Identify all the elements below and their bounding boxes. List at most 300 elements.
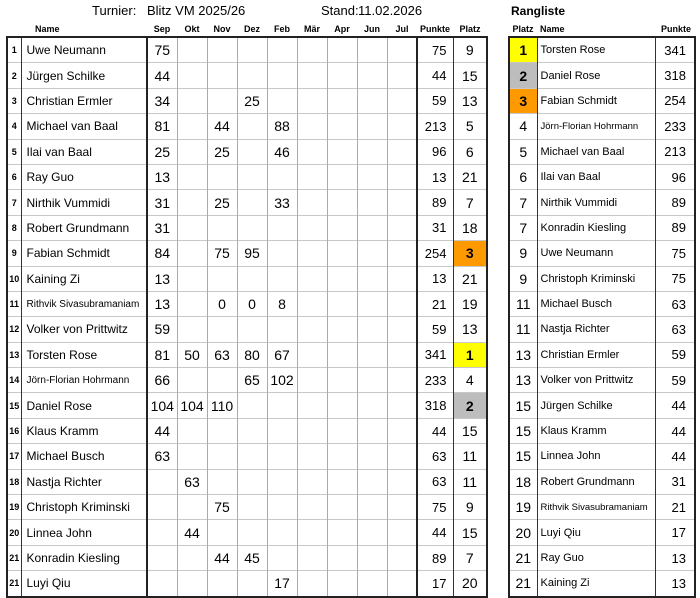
month-score (387, 571, 417, 597)
month-score (297, 444, 327, 469)
rangliste-row (509, 37, 695, 63)
month-score (267, 241, 297, 266)
month-score (297, 317, 327, 342)
stand-date: 11.02.2026 (358, 3, 423, 18)
month-header: Feb (273, 24, 290, 34)
month-score (267, 63, 297, 88)
punkte-value: 17 (417, 571, 453, 597)
row-index: 21 (7, 545, 21, 570)
month-score (207, 368, 237, 393)
month-score: 84 (147, 241, 177, 266)
rangliste-punkte: 75 (655, 266, 695, 291)
month-score (327, 368, 357, 393)
month-score (357, 291, 387, 316)
platz-value: 15 (453, 418, 487, 443)
rangliste-punkte: 44 (655, 393, 695, 418)
player-name: Nastja Richter (21, 469, 147, 494)
punkte-value: 75 (417, 37, 453, 63)
month-score (357, 266, 387, 291)
month-score: 34 (147, 88, 177, 113)
platz-value: 1 (453, 342, 487, 367)
month-score (297, 37, 327, 63)
month-score: 75 (147, 37, 177, 63)
table-row (7, 418, 487, 443)
rangliste-punkte: 318 (655, 63, 695, 88)
row-index: 20 (7, 520, 21, 545)
month-score (357, 63, 387, 88)
rangliste-row (509, 368, 695, 393)
player-name: Kaining Zi (21, 266, 147, 291)
rangliste-punkte: 44 (655, 444, 695, 469)
row-index: 9 (7, 241, 21, 266)
rangliste-row (509, 63, 695, 88)
month-score (177, 444, 207, 469)
rangliste-platz: 3 (509, 88, 537, 113)
row-index: 8 (7, 215, 21, 240)
rangliste-punkte-header: Punkte (660, 24, 691, 34)
row-index: 5 (7, 139, 21, 164)
rangliste-row (509, 291, 695, 316)
month-score (297, 418, 327, 443)
rangliste-row (509, 444, 695, 469)
rangliste-name: Robert Grundmann (537, 469, 655, 494)
month-score (297, 545, 327, 570)
platz-value: 9 (453, 37, 487, 63)
table-row (7, 37, 487, 63)
player-name: Volker von Prittwitz (21, 317, 147, 342)
month-score (327, 164, 357, 189)
month-score (237, 266, 267, 291)
month-score: 33 (267, 190, 297, 215)
rangliste-row (509, 88, 695, 113)
month-score: 0 (237, 291, 267, 316)
rangliste-platz: 5 (509, 139, 537, 164)
player-name: Nirthik Vummidi (21, 190, 147, 215)
month-score (267, 88, 297, 113)
platz-value: 13 (453, 317, 487, 342)
rangliste-name: Luyi Qiu (537, 520, 655, 545)
month-score (207, 63, 237, 88)
month-score (207, 88, 237, 113)
row-index: 17 (7, 444, 21, 469)
month-score (297, 114, 327, 139)
rangliste-row (509, 139, 695, 164)
month-score (387, 139, 417, 164)
month-score: 66 (147, 368, 177, 393)
month-score (387, 63, 417, 88)
month-score (177, 241, 207, 266)
month-score: 59 (147, 317, 177, 342)
platz-value: 7 (453, 190, 487, 215)
rangliste-row (509, 342, 695, 367)
rangliste-title: Rangliste (511, 4, 566, 18)
rangliste-punkte: 89 (655, 215, 695, 240)
row-index: 19 (7, 495, 21, 520)
player-name: Uwe Neumann (21, 37, 147, 63)
month-score: 63 (207, 342, 237, 367)
month-score (237, 139, 267, 164)
month-score (267, 469, 297, 494)
rangliste-name: Linnea John (537, 444, 655, 469)
month-score (177, 215, 207, 240)
month-score (237, 469, 267, 494)
punkte-value: 63 (417, 469, 453, 494)
month-score (177, 495, 207, 520)
row-index: 14 (7, 368, 21, 393)
punkte-value: 63 (417, 444, 453, 469)
month-score (297, 215, 327, 240)
table-row (7, 317, 487, 342)
rangliste-platz: 18 (509, 469, 537, 494)
month-score (387, 520, 417, 545)
row-index: 10 (7, 266, 21, 291)
row-index: 13 (7, 342, 21, 367)
month-score (327, 571, 357, 597)
month-score: 81 (147, 114, 177, 139)
row-index: 6 (7, 164, 21, 189)
rangliste-platz: 15 (509, 418, 537, 443)
platz-header: Platz (459, 24, 481, 34)
row-index: 15 (7, 393, 21, 418)
player-name: Daniel Rose (21, 393, 147, 418)
month-score (297, 571, 327, 597)
rangliste-row (509, 571, 695, 597)
month-score (327, 215, 357, 240)
month-score (207, 571, 237, 597)
month-score: 75 (207, 241, 237, 266)
month-score (387, 241, 417, 266)
month-score (207, 444, 237, 469)
rangliste-punkte: 63 (655, 317, 695, 342)
month-score (387, 88, 417, 113)
month-score: 80 (237, 342, 267, 367)
month-score (177, 291, 207, 316)
punkte-value: 233 (417, 368, 453, 393)
month-score (267, 444, 297, 469)
month-score (297, 164, 327, 189)
month-score (177, 114, 207, 139)
punkte-header: Punkte (419, 24, 450, 34)
player-name: Jörn-Florian Hohrmann (21, 368, 147, 393)
month-score: 25 (147, 139, 177, 164)
rangliste-name: Jürgen Schilke (537, 393, 655, 418)
rangliste-name: Klaus Kramm (537, 418, 655, 443)
month-score (327, 520, 357, 545)
punkte-value: 89 (417, 190, 453, 215)
month-score: 50 (177, 342, 207, 367)
rangliste-punkte: 75 (655, 241, 695, 266)
rangliste-table (508, 22, 696, 598)
month-header: Jul (395, 24, 409, 34)
month-score (327, 88, 357, 113)
month-score: 63 (177, 469, 207, 494)
platz-value: 4 (453, 368, 487, 393)
month-score: 44 (147, 63, 177, 88)
month-score: 67 (267, 342, 297, 367)
rangliste-platz: 21 (509, 545, 537, 570)
month-score (297, 190, 327, 215)
month-header: Jun (363, 24, 380, 34)
rangliste-punkte: 44 (655, 418, 695, 443)
month-score (297, 139, 327, 164)
table-row (7, 88, 487, 113)
month-score (237, 520, 267, 545)
month-score (327, 139, 357, 164)
punkte-value: 59 (417, 317, 453, 342)
month-score (327, 495, 357, 520)
punkte-value: 89 (417, 545, 453, 570)
table-row (7, 63, 487, 88)
month-score: 81 (147, 342, 177, 367)
month-score (357, 37, 387, 63)
month-score (327, 37, 357, 63)
month-score (357, 368, 387, 393)
month-score: 13 (147, 266, 177, 291)
rangliste-punkte: 17 (655, 520, 695, 545)
month-score (327, 291, 357, 316)
month-score (387, 495, 417, 520)
scores-table (6, 22, 488, 598)
month-score (177, 190, 207, 215)
month-score (327, 444, 357, 469)
month-score (297, 469, 327, 494)
month-score (387, 215, 417, 240)
row-index: 12 (7, 317, 21, 342)
table-row (7, 545, 487, 570)
month-score (297, 495, 327, 520)
month-score (387, 368, 417, 393)
month-header: Sep (153, 24, 171, 34)
index-header (7, 22, 21, 37)
rangliste-row (509, 317, 695, 342)
rangliste-platz: 7 (509, 215, 537, 240)
punkte-value: 75 (417, 495, 453, 520)
month-score (297, 63, 327, 88)
month-score (177, 545, 207, 570)
platz-value: 19 (453, 291, 487, 316)
rangliste-platz: 15 (509, 393, 537, 418)
rangliste-platz: 1 (509, 37, 537, 63)
month-score (357, 139, 387, 164)
platz-value: 3 (453, 241, 487, 266)
month-score (147, 520, 177, 545)
month-score: 75 (207, 495, 237, 520)
month-score (177, 63, 207, 88)
rangliste-row (509, 215, 695, 240)
month-score (357, 393, 387, 418)
rangliste-name-header: Name (540, 24, 565, 34)
month-score: 13 (147, 164, 177, 189)
month-score: 25 (207, 190, 237, 215)
month-header: Apr (334, 24, 350, 34)
platz-value: 2 (453, 393, 487, 418)
month-score (327, 418, 357, 443)
table-row (7, 164, 487, 189)
month-score (357, 215, 387, 240)
month-score: 44 (207, 545, 237, 570)
month-score: 104 (147, 393, 177, 418)
rangliste-punkte: 89 (655, 190, 695, 215)
rangliste-row (509, 495, 695, 520)
player-name: Konradin Kiesling (21, 545, 147, 570)
month-score (237, 37, 267, 63)
rangliste-row (509, 190, 695, 215)
month-score (387, 266, 417, 291)
month-score (387, 469, 417, 494)
rangliste-row (509, 545, 695, 570)
rangliste-name: Nirthik Vummidi (537, 190, 655, 215)
punkte-value: 318 (417, 393, 453, 418)
month-score (327, 63, 357, 88)
month-score (327, 114, 357, 139)
month-score: 104 (177, 393, 207, 418)
month-score: 31 (147, 215, 177, 240)
month-score (387, 418, 417, 443)
punkte-value: 341 (417, 342, 453, 367)
rangliste-platz-header: Platz (512, 24, 534, 34)
month-score (177, 418, 207, 443)
rangliste-row (509, 469, 695, 494)
rangliste-platz: 9 (509, 241, 537, 266)
table-row (7, 139, 487, 164)
month-score (177, 37, 207, 63)
month-score (237, 63, 267, 88)
punkte-value: 31 (417, 215, 453, 240)
rangliste-punkte: 13 (655, 571, 695, 597)
month-score (297, 520, 327, 545)
rangliste-punkte: 63 (655, 291, 695, 316)
rangliste-name: Michael van Baal (537, 139, 655, 164)
punkte-value: 44 (417, 418, 453, 443)
month-score (327, 545, 357, 570)
month-header: Dez (243, 24, 260, 34)
month-score (387, 342, 417, 367)
month-score (207, 266, 237, 291)
month-score (267, 545, 297, 570)
month-score: 0 (207, 291, 237, 316)
month-score (177, 266, 207, 291)
table-row (7, 342, 487, 367)
month-score (357, 444, 387, 469)
month-score (387, 317, 417, 342)
punkte-value: 96 (417, 139, 453, 164)
month-score (207, 164, 237, 189)
platz-value: 15 (453, 520, 487, 545)
rangliste-name: Kaining Zi (537, 571, 655, 597)
month-score (207, 418, 237, 443)
row-index: 1 (7, 37, 21, 63)
rangliste-platz: 9 (509, 266, 537, 291)
month-score: 46 (267, 139, 297, 164)
rangliste-punkte: 213 (655, 139, 695, 164)
table-row (7, 393, 487, 418)
rangliste-platz: 11 (509, 291, 537, 316)
month-score (177, 139, 207, 164)
rangliste-row (509, 393, 695, 418)
rangliste-name: Christoph Kriminski (537, 266, 655, 291)
rangliste-name: Torsten Rose (537, 37, 655, 63)
platz-value: 13 (453, 88, 487, 113)
month-score (357, 571, 387, 597)
name-header: Name (35, 24, 60, 34)
rangliste-punkte: 341 (655, 37, 695, 63)
scores-header-row (7, 22, 487, 37)
table-row (7, 291, 487, 316)
month-score (147, 495, 177, 520)
month-score: 95 (237, 241, 267, 266)
punkte-value: 254 (417, 241, 453, 266)
rangliste-platz: 6 (509, 164, 537, 189)
month-score (357, 317, 387, 342)
month-score (267, 317, 297, 342)
rangliste-platz: 15 (509, 444, 537, 469)
table-row (7, 520, 487, 545)
month-score (237, 114, 267, 139)
rangliste-name: Ray Guo (537, 545, 655, 570)
month-score (297, 368, 327, 393)
punkte-value: 13 (417, 266, 453, 291)
turnier-label: Turnier: (92, 3, 137, 18)
month-score (267, 418, 297, 443)
rangliste-name: Nastja Richter (537, 317, 655, 342)
rangliste-row (509, 520, 695, 545)
player-name: Luyi Qiu (21, 571, 147, 597)
month-score: 110 (207, 393, 237, 418)
month-score (207, 317, 237, 342)
player-name: Klaus Kramm (21, 418, 147, 443)
rangliste-punkte: 21 (655, 495, 695, 520)
player-name: Torsten Rose (21, 342, 147, 367)
month-score (327, 241, 357, 266)
month-score (387, 291, 417, 316)
platz-value: 21 (453, 164, 487, 189)
punkte-value: 13 (417, 164, 453, 189)
player-name: Jürgen Schilke (21, 63, 147, 88)
month-score (177, 368, 207, 393)
row-index: 3 (7, 88, 21, 113)
row-index: 18 (7, 469, 21, 494)
rangliste-platz: 4 (509, 114, 537, 139)
month-score (297, 241, 327, 266)
month-score (357, 114, 387, 139)
month-score (237, 164, 267, 189)
player-name: Rithvik Sivasubramaniam (21, 291, 147, 316)
month-header: Okt (184, 24, 200, 34)
rangliste-punkte: 254 (655, 88, 695, 113)
player-name: Linnea John (21, 520, 147, 545)
player-name: Michael van Baal (21, 114, 147, 139)
month-header: Nov (213, 24, 231, 34)
month-score (177, 317, 207, 342)
rangliste-platz: 11 (509, 317, 537, 342)
table-row (7, 215, 487, 240)
month-score (327, 393, 357, 418)
month-score (297, 88, 327, 113)
month-score (267, 37, 297, 63)
month-score (357, 190, 387, 215)
rangliste-row (509, 114, 695, 139)
month-score (387, 164, 417, 189)
punkte-value: 44 (417, 520, 453, 545)
month-score (327, 342, 357, 367)
punkte-value: 44 (417, 63, 453, 88)
row-index: 11 (7, 291, 21, 316)
month-score (267, 164, 297, 189)
rangliste-punkte: 59 (655, 342, 695, 367)
rangliste-platz: 13 (509, 368, 537, 393)
month-score (147, 469, 177, 494)
table-row (7, 571, 487, 597)
